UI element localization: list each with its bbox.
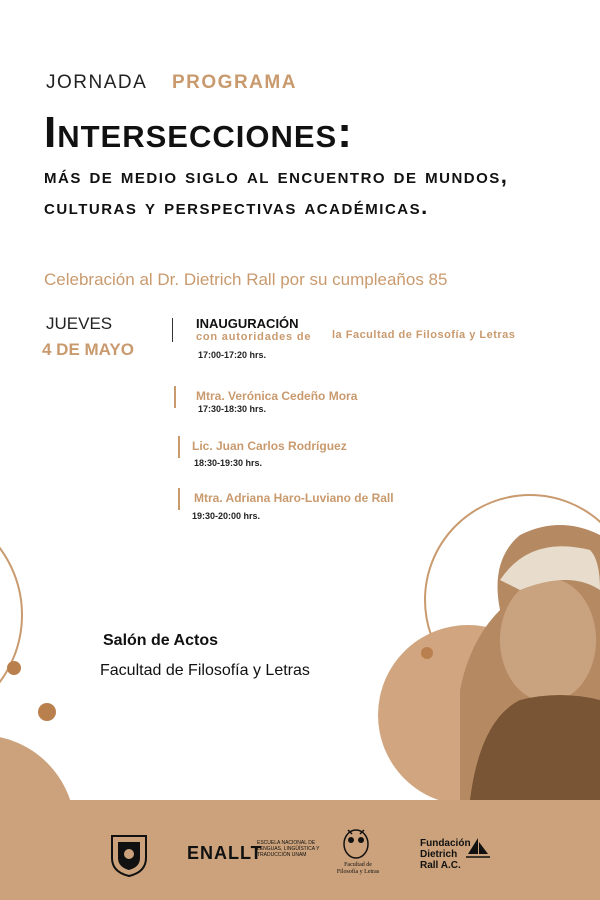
event-speaker: Lic. Juan Carlos Rodríguez [192,439,347,453]
inauguration-time: 17:00-17:20 hrs. [198,350,267,360]
event-divider [174,386,176,408]
inauguration-subtitle-a: con autoridades de [196,331,312,343]
portrait-image [460,525,600,800]
page-title: Intersecciones: [44,108,353,157]
schedule-day: JUEVES [46,314,113,333]
header-label: JORNADA [46,72,148,93]
left-outline-circle [0,503,22,727]
enallt-logo-caption: ESCUELA NACIONAL DE LENGUAS, LINGÜÍSTICA Y TRADUCCIÓN UNAM [257,840,320,858]
inauguration-subtitle-b: la Facultad de Filosofía y Letras [332,329,516,341]
header-section: PROGRAMA [172,72,297,93]
event-speaker: Mtra. Verónica Cedeño Mora [196,389,358,403]
event-divider [178,488,180,510]
event-speaker: Mtra. Adriana Haro-Luviano de Rall [194,491,394,505]
page-subtitle: más de medio siglo al encuentro de mundos, culturas y perspectivas académicas. [44,163,509,219]
venue-name: Salón de Actos [103,632,218,649]
celebration-text: Celebración al Dr. Dietrich Rall por su cumpleaños 85 [44,270,448,289]
left-dot-small [7,661,21,675]
left-dot-large [38,703,56,721]
event-divider [178,436,180,458]
event-time: 18:30-19:30 hrs. [194,458,263,468]
enallt-logo: ENALLT [187,843,263,863]
event-time: 19:30-20:00 hrs. [192,511,261,521]
fundacion-logo-text: Fundación Dietrich Rall A.C. [420,838,471,871]
ffyl-logo-caption: Facultad de Filosofía y Letras [336,862,380,875]
right-dot [421,647,433,659]
event-time: 17:30-18:30 hrs. [198,404,267,414]
sailboat-icon [464,836,492,862]
ffyl-owl-icon [338,824,374,860]
unam-crest-icon [108,832,150,878]
inauguration-title: INAUGURACIÓN [196,316,299,331]
venue-place: Facultad de Filosofía y Letras [100,662,310,679]
schedule-date: 4 DE MAYO [42,340,134,359]
inauguration-divider [172,318,173,342]
